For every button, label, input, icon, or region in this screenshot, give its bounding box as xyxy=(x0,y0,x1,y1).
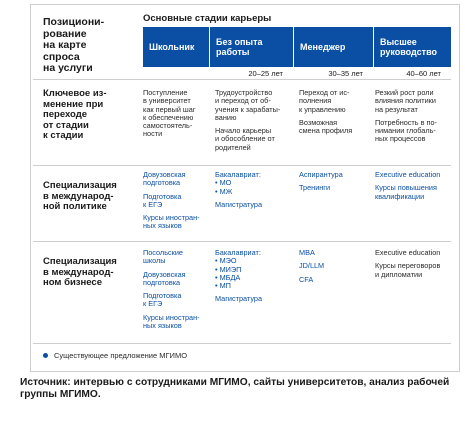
cell-item: Бакалавриат: • МЭО • МИЭП • МБДА • МП xyxy=(215,248,261,291)
age-row xyxy=(143,69,451,78)
cell-student xyxy=(143,249,209,335)
cell-manager xyxy=(299,89,371,140)
cell-manager xyxy=(299,249,371,289)
cell-item: Бакалавриат: • МО • МЖ xyxy=(215,170,261,196)
cell-item: Магистратура xyxy=(215,294,263,304)
cell-no-experience xyxy=(215,171,295,214)
cell-item: Переход от ис- полнения к управлению xyxy=(299,88,350,114)
row-label-key-change: Ключевое из- менение при переходе от стадии к стадии xyxy=(43,88,107,141)
cell-item: Курсы переговоров и дипломатии xyxy=(375,261,441,279)
cell-item: JD/LLM xyxy=(299,261,325,271)
cell-item: Курсы иностран- ных языков xyxy=(143,213,200,231)
row-divider xyxy=(33,165,451,166)
cell-item: Потребность в по- нимании глобаль- ных процессов xyxy=(375,117,437,144)
cell-item: Подготовка к ЕГЭ xyxy=(143,191,182,209)
legend xyxy=(43,351,187,360)
cell-item: Резкий рост роли влияния политики на результат xyxy=(375,88,436,114)
cell-item: Курсы повышения квалификации xyxy=(375,183,437,201)
cell-item: CFA xyxy=(299,274,314,284)
row-divider xyxy=(33,79,451,80)
cell-item: MBA xyxy=(299,248,315,257)
age-label: 20–25 лет xyxy=(248,69,283,78)
age-label xyxy=(143,69,209,78)
cell-no-experience xyxy=(215,89,295,157)
cell-student xyxy=(143,89,209,144)
cell-item: Подготовка к ЕГЭ xyxy=(143,291,182,309)
stages-title: Основные стадии карьеры xyxy=(143,13,272,24)
row-divider xyxy=(33,343,451,344)
cell-item: Аспирантура xyxy=(299,170,343,179)
cell-item: Курсы иностран- ных языков xyxy=(143,312,200,331)
column-header-manager xyxy=(293,27,373,67)
cell-item: Тренинги xyxy=(299,183,331,193)
cell-item: Посольские школы xyxy=(143,248,183,266)
cell-top-management xyxy=(375,89,455,149)
row-label-intl-business: Специализация в международ- ном бизнесе xyxy=(43,256,117,288)
cell-item: Поступление в университет как первый шаг к обеспечению самостоятель- ности xyxy=(143,88,196,139)
column-header-label: Без опыта работы xyxy=(216,37,263,57)
cell-top-management xyxy=(375,171,455,206)
column-header-label: Высшее руководство xyxy=(380,37,437,57)
cell-student xyxy=(143,171,209,236)
cell-item: Довузовская подготовка xyxy=(143,170,186,188)
source-note: Источник: интервью с сотрудниками МГИМО, сайты университетов, анализ рабочей группы МГИМО. xyxy=(20,377,450,400)
row-divider xyxy=(33,241,451,242)
column-header-top-management xyxy=(373,27,451,67)
cell-item: Довузовская подготовка xyxy=(143,269,186,287)
header-bar xyxy=(143,27,451,67)
corner-title: Позициони- рование на карте спроса на услуги xyxy=(43,16,105,74)
cell-item: Начало карьеры и обособление от родителей xyxy=(215,126,275,152)
row-label-intl-politics: Специализация в международ- ной политике xyxy=(43,180,117,212)
column-header-no-experience xyxy=(209,27,293,67)
cell-no-experience xyxy=(215,249,295,309)
cell-manager xyxy=(299,171,371,198)
cell-item: Executive education xyxy=(375,248,441,257)
cell-item: Executive education xyxy=(375,170,441,179)
legend-text: Существующее предложение МГИМО xyxy=(54,351,188,360)
cell-top-management xyxy=(375,249,455,284)
age-label: 40–60 лет xyxy=(406,69,441,78)
cell-item: Магистратура xyxy=(215,199,263,209)
legend-dot-icon xyxy=(43,353,48,358)
positioning-table xyxy=(30,4,460,372)
cell-item: Трудоустройство и переход от об- учения к зарабаты- ванию xyxy=(215,88,281,122)
column-header-student xyxy=(143,27,209,67)
column-header-label: Менеджер xyxy=(300,42,346,52)
column-header-label: Школьник xyxy=(149,42,195,52)
age-label: 30–35 лет xyxy=(328,69,363,78)
cell-item: Возможная смена профиля xyxy=(299,117,353,136)
